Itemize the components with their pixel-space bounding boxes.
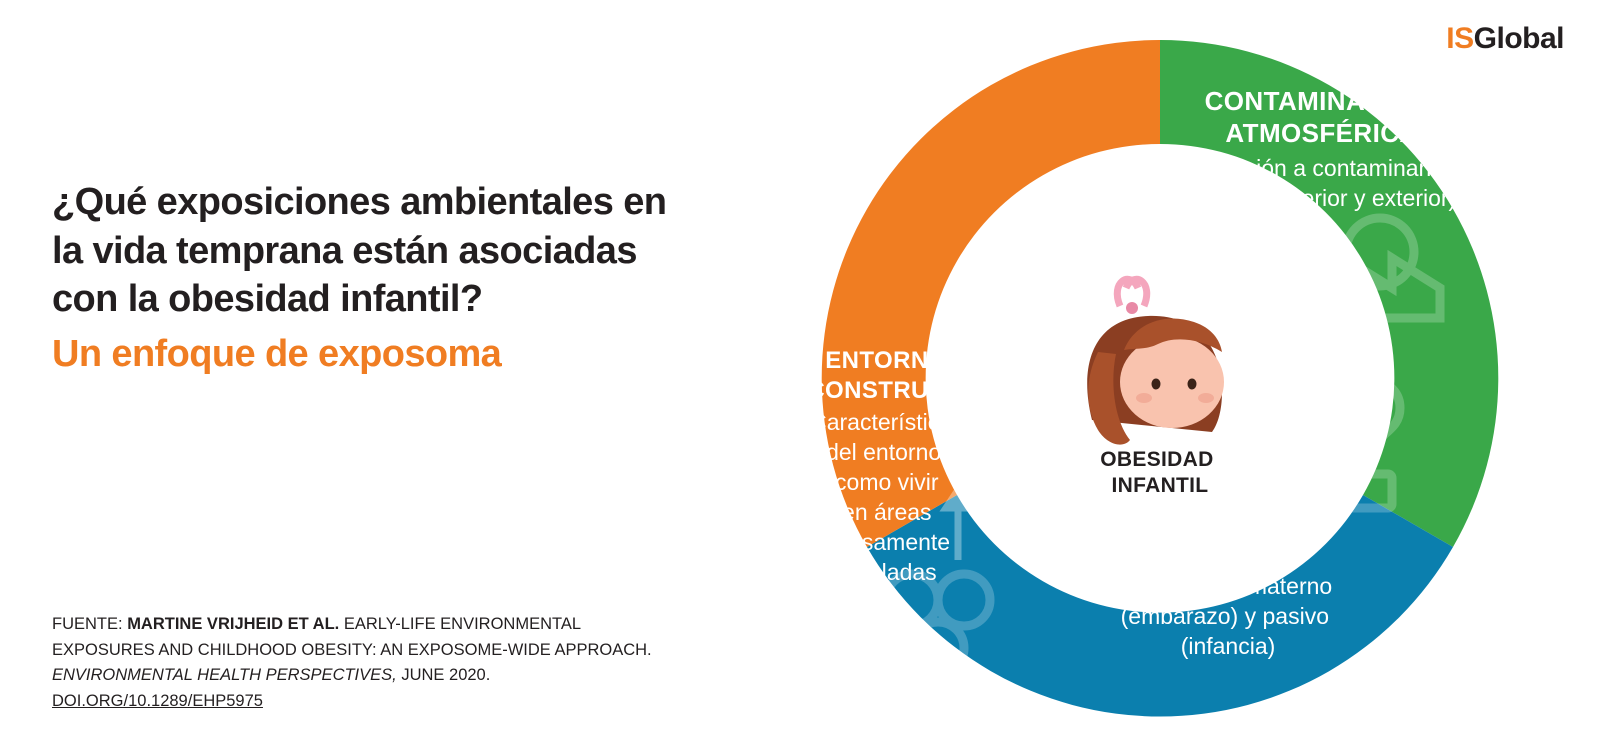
source-journal: ENVIRONMENTAL HEALTH PERSPECTIVES, (52, 666, 397, 685)
source-title: EARLY-LIFE ENVIRONMENTAL EXPOSURES AND CHILDHOOD OBESITY: AN EXPOSOME-WIDE APPROACH. (52, 615, 652, 659)
segment-tobacco-title-line-1: TABACO (1172, 534, 1284, 564)
source-label: FUENTE: (52, 615, 123, 633)
source-date: JUNE 2020. (401, 666, 491, 685)
segment-built-body-line-1: Características (810, 409, 964, 435)
headline-line-1: ¿Qué exposiciones ambientales en (52, 181, 667, 223)
source-authors: MARTINE VRIJHEID ET AL. (127, 615, 340, 633)
center-label-line-2: INFANTIL (1111, 474, 1209, 497)
headline-subtitle: Un enfoque de exposoma (52, 332, 502, 375)
exposome-cycle-diagram (720, 0, 1600, 756)
center-label-line-1: OBESIDAD (1100, 448, 1214, 471)
source-doi-link[interactable]: DOI.ORG/10.1289/EHP5975 (52, 691, 263, 710)
segment-air-body-line-1: Exposición a contaminantes (1175, 155, 1462, 181)
logo-global: Global (1473, 22, 1564, 55)
center-node (1042, 260, 1278, 497)
segment-tobacco-body-line-2: (embarazo) y pasivo (1120, 603, 1329, 629)
headline-line-3: con la obesidad infantil? (52, 278, 483, 321)
headline-line-2: la vida temprana están asociadas (52, 229, 637, 272)
segment-built-body-line-4: en áreas (842, 499, 932, 525)
svg-text:TABACO (1172, 534, 1284, 564)
segment-built-body-line-2: del entorno, (826, 439, 948, 465)
segment-built-body-line-6: pobladas (843, 559, 937, 585)
logo-is: IS (1446, 22, 1474, 55)
segment-air-title-line-2: ATMOSFÉRICA (1225, 118, 1419, 148)
segment-air-title-line-1: CONTAMINACIÓN (1204, 86, 1432, 116)
source-citation (52, 612, 672, 714)
segment-built-title-line-1: ENTORNO (825, 347, 948, 374)
headline-block (52, 178, 822, 379)
segment-built-body-line-3: como vivir (835, 469, 939, 495)
segment-tobacco-body-line-3: (infancia) (1180, 633, 1276, 659)
segment-built-title-line-2: CONSTRUIDO (807, 377, 973, 404)
segment-air-body-line-2: del aire (interior y exterior) (1187, 185, 1457, 211)
segment-tobacco-body-line-1: Tabaquismo materno (1117, 573, 1333, 599)
segment-built-body-line-5: densamente (823, 529, 951, 555)
